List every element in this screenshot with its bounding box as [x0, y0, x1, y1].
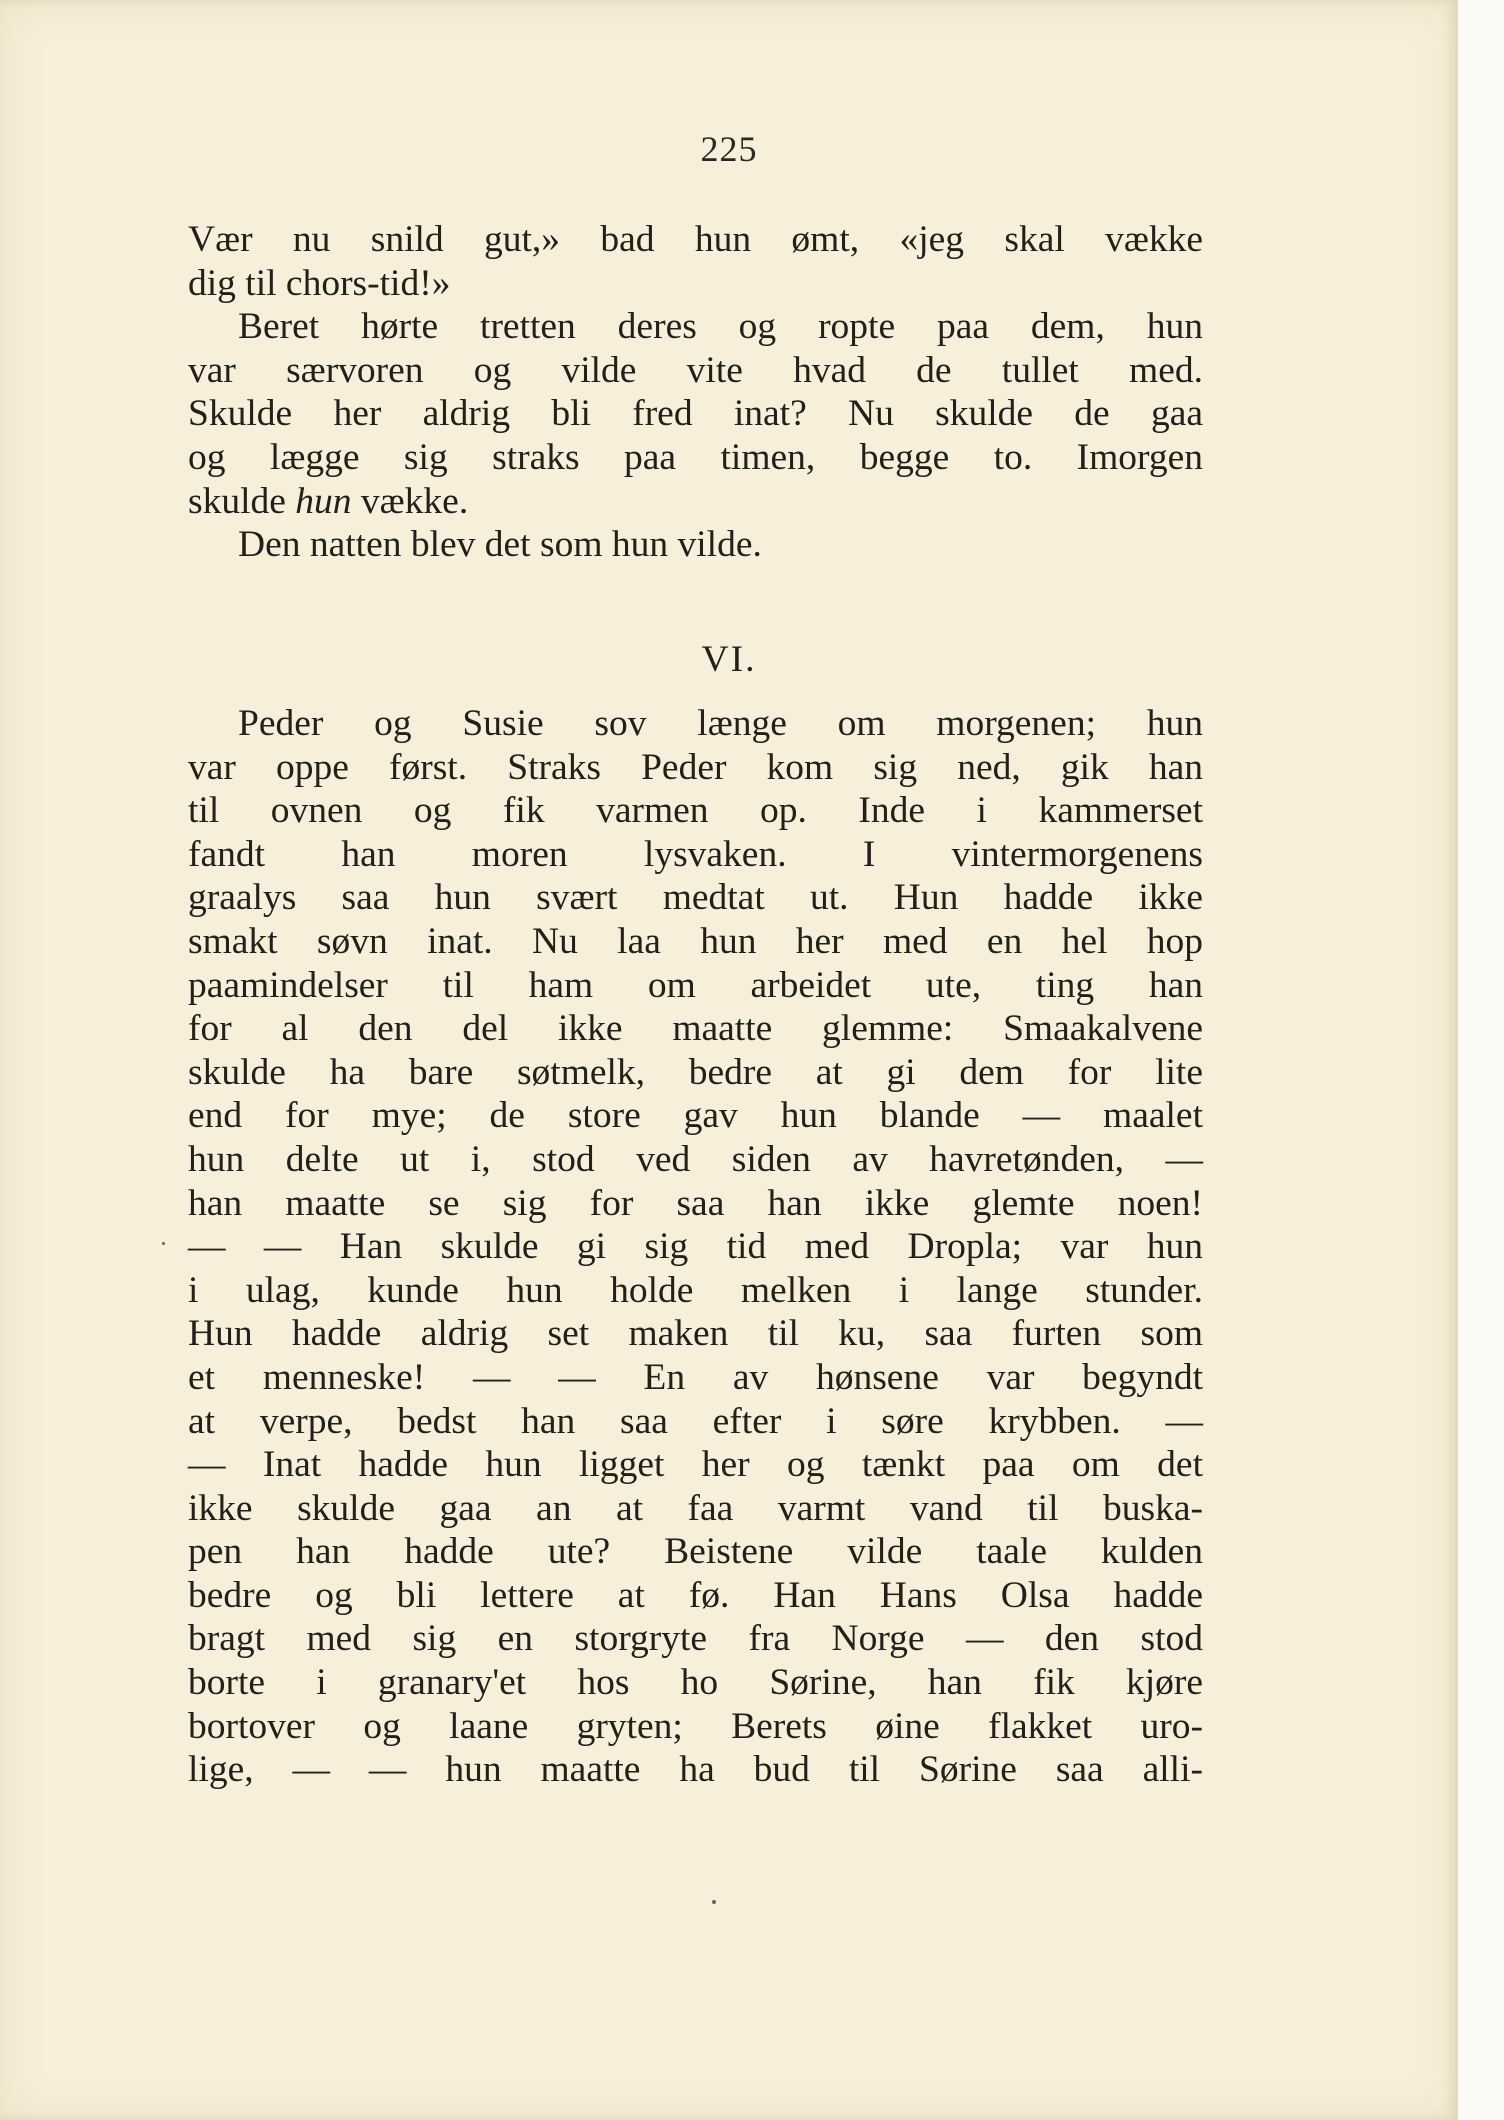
text-line: graalys saa hun svært medtat ut. Hun hadde ikke [188, 877, 1203, 919]
text-line: dig til chors-tid!» [188, 262, 451, 304]
text-line: end for mye; de store gav hun blande — maalet [188, 1095, 1203, 1137]
text-line: Beret hørte tretten deres og ropte paa dem, hun [238, 306, 1203, 348]
text-line: i ulag, kunde hun holde melken i lange stunder. [188, 1269, 1203, 1311]
text-line: borte i granary'et hos ho Sørine, han fik kjøre [188, 1662, 1203, 1704]
text-line: skulde ha bare søtmelk, bedre at gi dem for lite [188, 1051, 1203, 1093]
paper-speck [162, 1242, 165, 1245]
text-line: han maatte se sig for saa han ikke glemte noen! [188, 1182, 1203, 1224]
text-line: Skulde her aldrig bli fred inat? Nu skulde de gaa [188, 393, 1203, 435]
text-block-bottom [188, 702, 1203, 1792]
text-line: bortover og laane gryten; Berets øine flakket uro- [188, 1705, 1203, 1747]
text-line: for al den del ikke maatte glemme: Smaakalvene [188, 1008, 1203, 1050]
text-line: Vær nu snild gut,» bad hun ømt, «jeg skal vække [188, 219, 1203, 260]
text-line: og lægge sig straks paa timen, begge to. Imorgen [188, 436, 1203, 478]
text-line: — — Han skulde gi sig tid med Dropla; var hun [188, 1226, 1203, 1268]
text-block-top [188, 218, 1203, 567]
text-line: smakt søvn inat. Nu laa hun her med en hel hop [188, 920, 1203, 962]
text-line: pen han hadde ute? Beistene vilde taale kulden [188, 1531, 1203, 1573]
text-line: bragt med sig en storgryte fra Norge — den stod [188, 1618, 1203, 1660]
section-heading: VI. [701, 639, 757, 680]
scan-margin [1458, 0, 1504, 2120]
text-line: — Inat hadde hun ligget her og tænkt paa om det [188, 1444, 1203, 1486]
text-line: et menneske! — — En av hønsene var begyndt [188, 1356, 1203, 1398]
page-number: 225 [700, 129, 758, 169]
emphasis: hun [295, 480, 352, 522]
text-line: bedre og bli lettere at fø. Han Hans Olsa hadde [188, 1574, 1203, 1616]
text-line: til ovnen og fik varmen op. Inde i kammerset [188, 790, 1203, 832]
text-line: Hun hadde aldrig set maken til ku, saa furten som [188, 1313, 1203, 1355]
text-line: at verpe, bedst han saa efter i søre krybben. — [188, 1400, 1203, 1442]
paper-speck [712, 1900, 716, 1904]
text-line: var særvoren og vilde vite hvad de tullet med. [188, 349, 1203, 391]
text-line: Den natten blev det som hun vilde. [238, 524, 762, 566]
text-line: Peder og Susie sov længe om morgenen; hun [238, 703, 1203, 744]
text-line: lige, — — hun maatte ha bud til Sørine saa alli- [188, 1749, 1203, 1791]
text-line: fandt han moren lysvaken. I vintermorgenens [188, 833, 1203, 875]
text-line: skulde hun vække. [188, 480, 469, 522]
text-line: paamindelser til ham om arbeidet ute, ting han [188, 964, 1203, 1006]
text-line: hun delte ut i, stod ved siden av havretønden, — [188, 1138, 1203, 1180]
text-line: var oppe først. Straks Peder kom sig ned, gik han [188, 746, 1203, 788]
text-line: ikke skulde gaa an at faa varmt vand til buska- [188, 1487, 1203, 1529]
